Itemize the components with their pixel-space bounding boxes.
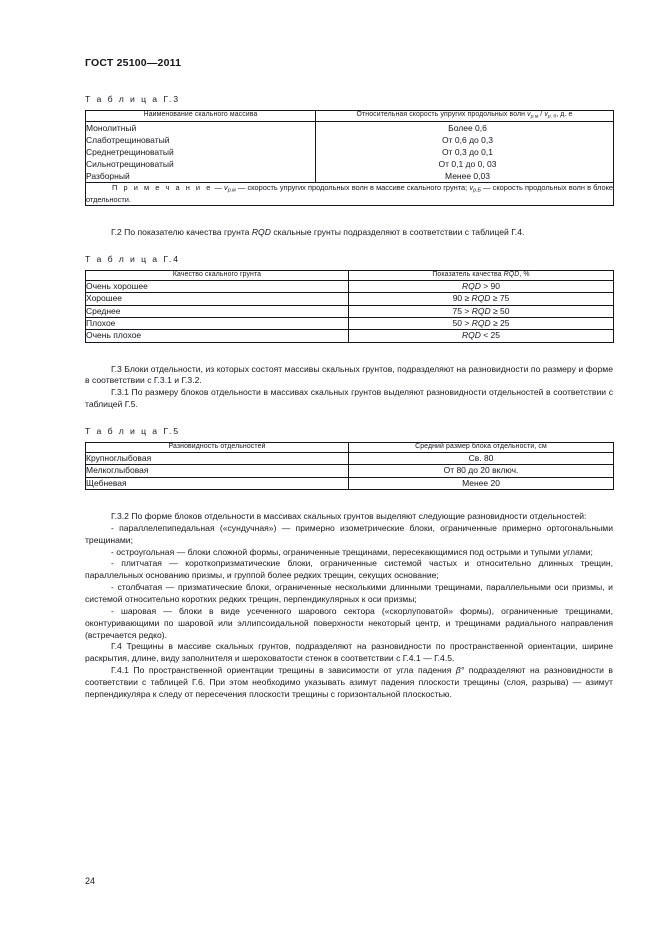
g3-h2-v2-sub: р. б <box>547 114 557 120</box>
paragraph-g4-number: Г.4 <box>111 641 122 652</box>
g3-h2-v1: v <box>527 110 531 118</box>
table-g4-header-col1: Качество скального грунта <box>86 271 349 281</box>
paragraph-g3-number: Г.3 <box>111 363 122 374</box>
g4-h2-prefix: Показатель качества <box>432 271 504 279</box>
list-item: - плитчатая — короткопризматические блоки, ограниченные системой частых и относительно длинных трещин, параллельных основанию призмы, и группой более редких трещин, секущих основание; <box>85 558 613 581</box>
g4-h2-suffix: , % <box>519 271 530 279</box>
paragraph-g31-number: Г.3.1 <box>111 387 129 398</box>
table-g4-caption: Т а б л и ц а Г.4 <box>85 254 180 265</box>
paragraph-g2-number: Г.2 <box>111 227 122 238</box>
g4-h2-italic: RQD <box>503 271 520 279</box>
paragraph-g41-symbol: β° <box>455 665 465 676</box>
list-item: - остроугольная — блоки сложной формы, ограниченные трещинами, пересекающимися под острыми и тупыми углами; <box>111 546 593 557</box>
table-g3-header-col1: Наименование скального массива <box>86 110 316 121</box>
table-g3-header-col2 <box>316 110 614 121</box>
paragraph-g32 <box>85 511 613 523</box>
paragraph-g32-text: По форме блоков отдельности в массивах скальных грунтов выделяют следующие разновидности отдельностей: <box>128 510 587 521</box>
table-g4-header-row <box>86 271 614 281</box>
list-item: - шаровая — блоки в виде усеченного шарового сектора («скорлуповатой» формы), ограниченные трещинами, оконтуривающими по шаровой или эллипсоидальной поверхности некоторый центр, и трещинами радиального направления (встречается редко). <box>85 605 613 640</box>
paragraph-g32-number: Г.3.2 <box>111 510 129 521</box>
standard-number-header: ГОСТ 25100—2011 <box>85 57 182 69</box>
note-v2: v <box>469 182 474 192</box>
table-row <box>86 293 614 305</box>
paragraph-g41-number: Г.4.1 <box>111 665 129 676</box>
paragraph-g41-after: подразделяют на разновидности в соответствии с таблицей Г.6. При этом необходимо указывать азимут падения плоскости трещины (слоя, разрыва) — азимут перпендикуляра к следу от пересечения плоскости трещины с горизонтальной плоскостью. <box>85 665 613 699</box>
note-v1: v <box>224 182 228 192</box>
table-g3-value: От 0,6 до 0,3 <box>442 134 493 145</box>
table-g5-size: Св. 80 <box>349 453 614 465</box>
g3-h2-v1-sub: р.м <box>530 114 539 120</box>
note-v1-sub: р.м <box>227 187 236 194</box>
table-g4-quality: Очень плохое <box>86 330 349 342</box>
rqd-before: 75 > <box>452 305 472 316</box>
rqd-symbol: RQD <box>471 305 491 316</box>
rqd-before: 50 > <box>452 318 472 328</box>
rqd-symbol: RQD <box>461 281 481 292</box>
table-g4-rqd <box>349 305 614 317</box>
g3-h2-v2: v <box>544 110 548 118</box>
rqd-after: ≥ 75 <box>490 293 510 304</box>
table-g4-rqd <box>349 293 614 305</box>
paragraph-g2 <box>85 227 613 239</box>
table-g4-quality: Плохое <box>86 318 349 330</box>
table-g4-quality: Среднее <box>86 305 349 317</box>
table-g3-caption: Т а б л и ц а Г.3 <box>85 93 180 104</box>
table-g4-header-col2 <box>349 271 614 281</box>
paragraph-g31 <box>85 387 613 411</box>
table-g5-kind: Щебневая <box>86 477 349 489</box>
paragraph-g41-before: По пространственной ориентации трещины в зависимости от угла падения <box>128 665 456 676</box>
paragraph-g2-italic: RQD <box>251 227 271 238</box>
g3-h2-sep: / <box>538 110 545 118</box>
rqd-after: > 90 <box>480 281 501 292</box>
table-row <box>86 281 614 293</box>
table-g5 <box>85 442 614 490</box>
table-g4-quality: Хорошее <box>86 293 349 305</box>
table-g4 <box>85 270 614 342</box>
rqd-after: ≥ 25 <box>490 318 510 328</box>
table-g3-name: Монолитный <box>86 122 137 133</box>
rqd-symbol: RQD <box>471 293 491 304</box>
paragraph-g41 <box>85 665 613 701</box>
paragraph-g3 <box>85 364 613 388</box>
table-g5-header-col2: Средний размер блока отдельности, см <box>349 443 614 453</box>
table-g3-note <box>86 182 614 205</box>
list-item: - столбчатая — призматические блоки, ограниченные несколькими длинными трещинами, параллельными оси призмы, и системой относительно коротких редких трещин, перпендикулярных к оси призмы; <box>85 582 613 604</box>
table-g3-name: Слаботрещиноватый <box>86 134 170 145</box>
paragraph-g3-text: Блоки отдельности, из которых состоят массивы скальных грунтов, подразделяют на разновидности по размеру и форме в соответствии с Г.3.1 и Г.3.2. <box>85 363 613 386</box>
table-g3-name: Разборный <box>86 170 130 181</box>
table-g4-rqd <box>349 281 614 293</box>
table-g4-rqd <box>349 330 614 342</box>
table-g3-value: От 0,1 до 0, 03 <box>438 158 497 169</box>
table-g3-values-cell <box>316 121 614 182</box>
table-row <box>86 305 614 317</box>
table-g3-value: Более 0,6 <box>448 122 487 133</box>
paragraph-g4 <box>85 641 613 665</box>
note-label: П р и м е ч а н и е <box>112 182 213 192</box>
rqd-before: 90 ≥ <box>452 293 472 304</box>
table-g5-kind: Мелкоглыбовая <box>86 465 349 477</box>
paragraph-g31-text: По размеру блоков отдельности в массивах скальных грунтов выделяют разновидности отдельностей в соответствии с таблицей Г.5. <box>85 387 613 410</box>
rqd-after: ≥ 50 <box>490 305 510 316</box>
g3-h2-prefix: Относительная скорость упругих продольных волн <box>356 110 528 118</box>
table-g4-quality: Очень хорошее <box>86 281 349 293</box>
table-g5-kind: Крупноглыбовая <box>86 453 349 465</box>
table-g3-header-row <box>86 110 614 121</box>
table-row <box>86 465 614 477</box>
note-dash: — <box>212 182 225 192</box>
rqd-symbol: RQD <box>471 318 491 328</box>
table-g3-name: Сильнотрещиноватый <box>86 158 174 169</box>
table-g5-header-col1: Разновидность отдельностей <box>86 443 349 453</box>
table-g3-names-cell <box>86 121 316 182</box>
paragraph-g2-after: скальные грунты подразделяют в соответствии с таблицей Г.4. <box>270 227 525 238</box>
table-g5-size: Менее 20 <box>349 477 614 489</box>
list-item: - параллелепипедальная («сундучная») — примерно изометрические блоки, ограниченные примерно ортогональными трещинами; <box>85 522 613 545</box>
g3-h2-suffix: , д. е <box>556 110 573 118</box>
table-g3 <box>85 110 614 206</box>
table-g5-size: От 80 до 20 включ. <box>349 465 614 477</box>
table-g3-value: От 0,3 до 0,1 <box>442 146 493 157</box>
table-g5-header-row <box>86 443 614 453</box>
table-row <box>86 453 614 465</box>
table-row <box>86 330 614 342</box>
note-text1: — скорость упругих продольных волн в массиве скального грунта; <box>235 182 470 192</box>
rqd-after: < 25 <box>480 330 501 341</box>
page-number: 24 <box>85 876 96 886</box>
note-text2: — скорость продольных волн в блоке отдельности. <box>86 182 613 204</box>
table-g4-rqd <box>349 318 614 330</box>
table-g3-name: Среднетрещиноватый <box>86 146 174 157</box>
table-row <box>86 477 614 489</box>
table-g3-value: Менее 0,03 <box>445 170 490 181</box>
paragraph-g4-text: Трещины в массиве скальных грунтов, подразделяют на разновидности по пространственной ориентации, ширине раскрытия, длине, виду заполнителя и шероховатости стенок в соответствии с Г.4.1 — Г.4.5. <box>85 641 613 664</box>
page-content <box>85 58 613 701</box>
note-v2-sub: р.Б <box>473 187 481 194</box>
table-g5-caption: Т а б л и ц а Г.5 <box>85 426 180 437</box>
table-g3-note-row <box>86 182 614 205</box>
rqd-symbol: RQD <box>461 330 481 341</box>
table-g3-body-row <box>86 121 614 182</box>
paragraph-g2-before: По показателю качества грунта <box>121 227 252 238</box>
table-row <box>86 318 614 330</box>
